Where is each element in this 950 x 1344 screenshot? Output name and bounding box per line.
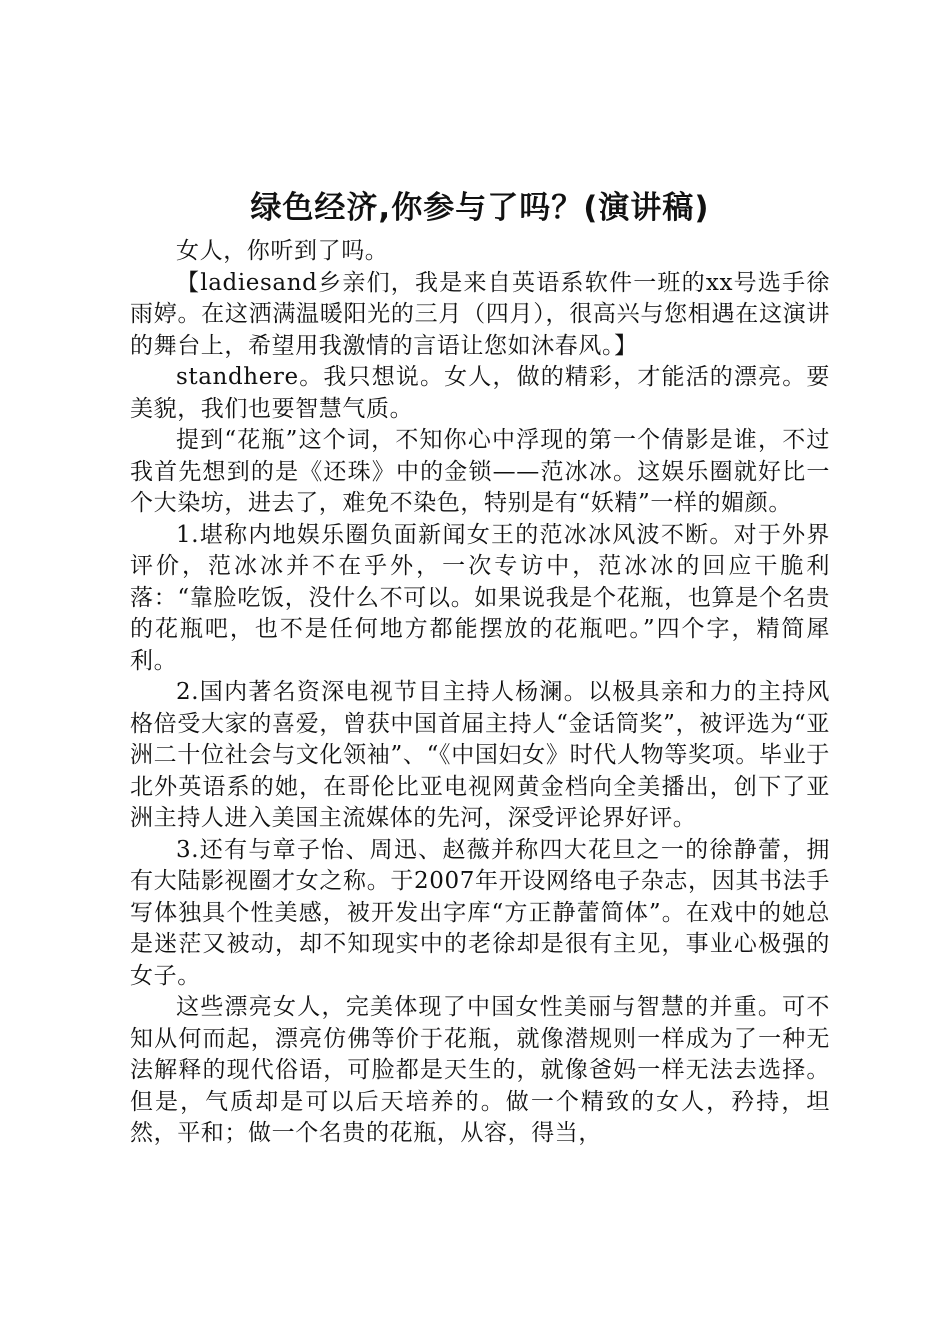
paragraph-greeting: 【ladiesand乡亲们，我是来自英语系软件一班的xx号选手徐雨婷。在这洒满温暖阳光的三月（四月），很高兴与您相遇在这演讲的舞台上，希望用我激情的言语让您如沐春风。】: [130, 269, 830, 359]
paragraph-huaping: 提到“花瓶”这个词，不知你心中浮现的第一个倩影是谁，不过我首先想到的是《还珠》中的金锁——范冰冰。这娱乐圈就好比一个大染坊，进去了，难免不染色，特别是有“妖精”一样的媚颜。: [130, 427, 830, 516]
paragraph-example-2: 2.国内著名资深电视节目主持人杨澜。以极具亲和力的主持风格倍受大家的喜爱，曾获中国首届主持人“金话筒奖”，被评选为“亚洲二十位社会与文化领袖”、“《中国妇女》时代人物等奖项。毕业于北外英语系的她，在哥伦比亚电视网黄金档向全美播出，创下了亚洲主持人进入美国主流媒体的先河，深受评论界好评。: [130, 679, 830, 831]
paragraph-example-3: 3.还有与章子怡、周迅、赵薇并称四大花旦之一的徐静蕾，拥有大陆影视圈才女之称。于2007年开设网络电子杂志，因其书法手写体独具个性美感，被开发出字库“方正静蕾简体”。在戏中的她总是迷茫又被动，却不知现实中的老徐却是很有主见，事业心极强的女子。: [130, 836, 830, 989]
paragraph-standhere: standhere。我只想说。女人，做的精彩，才能活的漂亮。要美貌，我们也要智慧气质。: [130, 364, 830, 422]
document-title: 绿色经济,你参与了吗？(演讲稿): [250, 190, 710, 226]
paragraph-example-1: 1.堪称内地娱乐圈负面新闻女王的范冰冰风波不断。对于外界评价，范冰冰并不在乎外，一次专访中，范冰冰的回应干脆利落：“靠脸吃饭，没什么不可以。如果说我是个花瓶，也算是个名贵的花瓶吧，也不是任何地方都能摆放的花瓶吧。”四个字，精简犀利。: [130, 521, 830, 674]
document-page: [130, 186, 830, 1150]
paragraph-intro: 女人，你听到了吗。: [176, 238, 389, 264]
paragraph-conclusion: 这些漂亮女人，完美体现了中国女性美丽与智慧的并重。可不知从何而起，漂亮仿佛等价于花瓶，就像潜规则一样成为了一种无法解释的现代俗语，可脸都是天生的，就像爸妈一样无法去选择。但是，气质却是可以后天培养的。做一个精致的女人，矜持，坦然，平和；做一个名贵的花瓶，从容，得当，: [130, 994, 830, 1146]
